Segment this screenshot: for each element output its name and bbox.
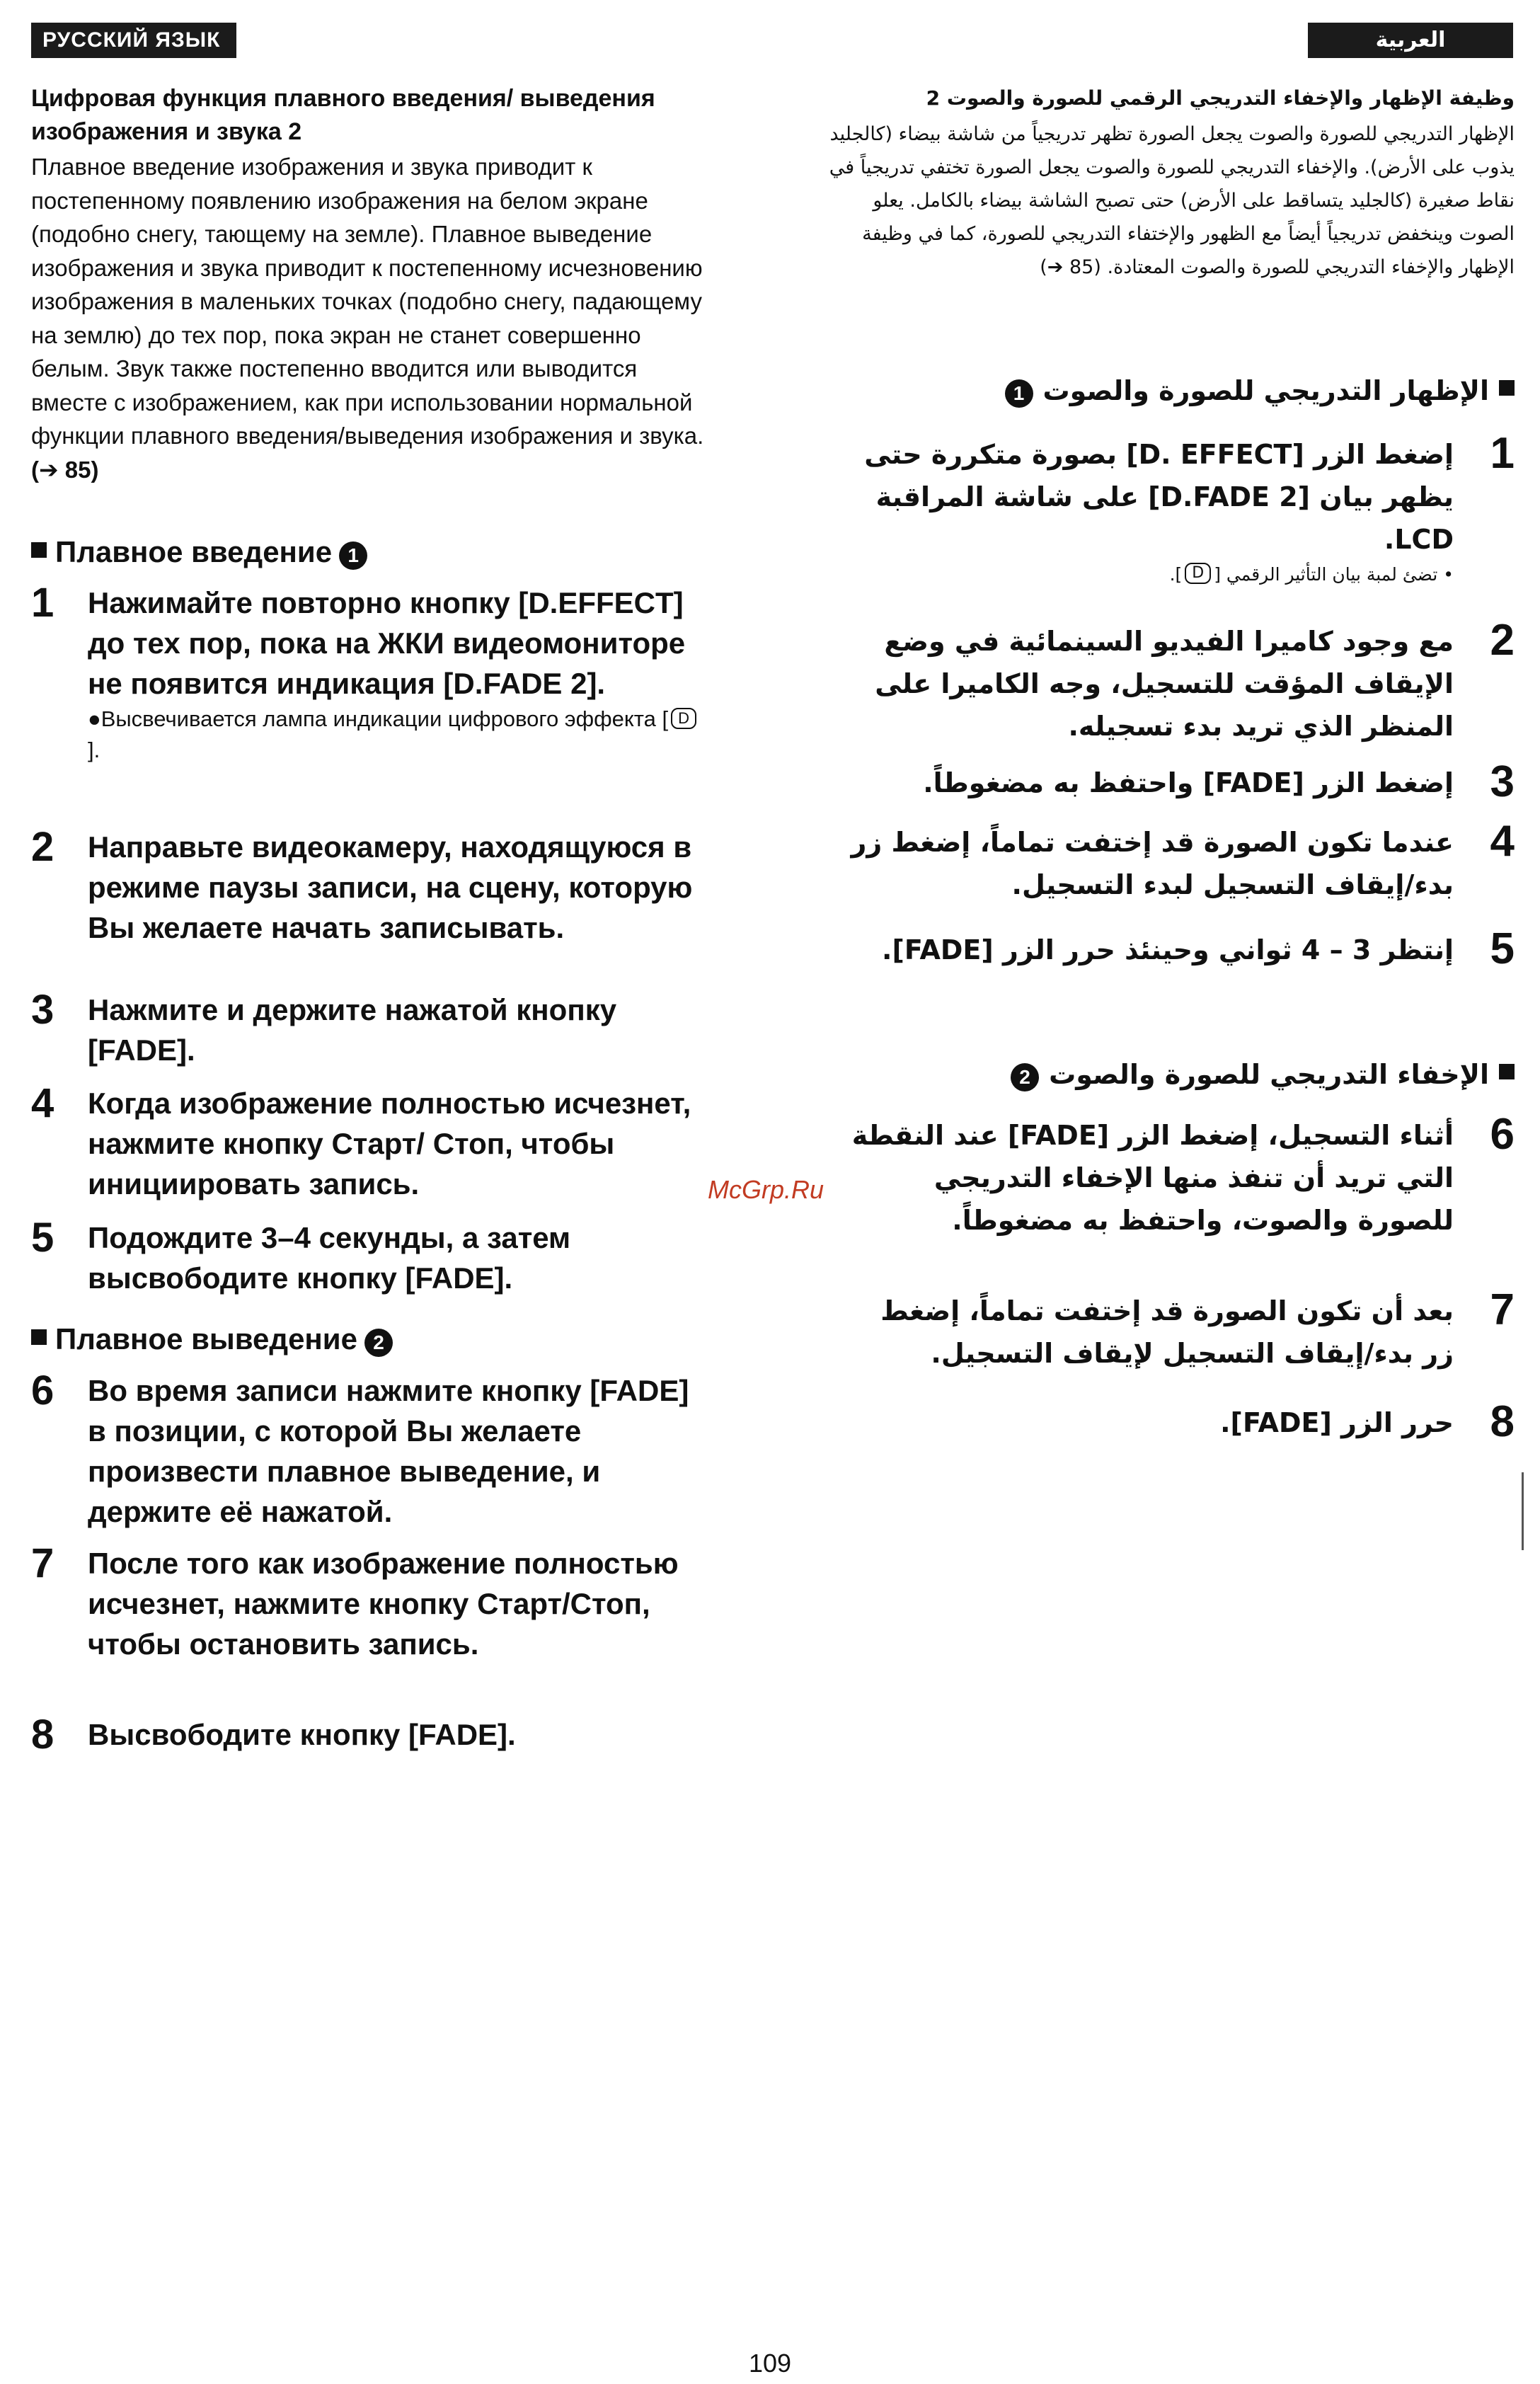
- page-reference: (➔ 85): [31, 456, 99, 483]
- fade-in-heading-text: Плавное введение: [55, 535, 333, 568]
- step-number: 6: [31, 1368, 54, 1414]
- step-number: 2: [1490, 616, 1515, 665]
- step-3: [814, 757, 1515, 806]
- step-text: حرر الزر [FADE].: [1220, 1407, 1454, 1438]
- page-reference: (85 ➔): [1040, 256, 1101, 278]
- step-text: После того как изображение полностью исчезнет, нажмите кнопку Старт/Стоп, чтобы остановить запись.: [88, 1547, 679, 1661]
- step-note: [88, 704, 711, 766]
- step-text: Нажимайте повторно кнопку [D.EFFECT] до тех пор, пока на ЖКИ видеомониторе не появится индикация [D.FADE 2].: [88, 586, 686, 700]
- step-text: Когда изображение полностью исчезнет, нажмите кнопку Старт/ Стоп, чтобы инициировать запись.: [88, 1087, 691, 1200]
- section-title: Цифровая функция плавного введения/ выведения изображения и звука 2: [31, 85, 655, 145]
- note-end: ].: [1169, 564, 1183, 585]
- step-text: أثناء التسجيل، إضغط الزر [FADE] عند النقطة التي تريد أن تنفذ منها الإخفاء التدريجي للصورة والصوت، واحتفظ به مضغوطاً.: [851, 1120, 1454, 1236]
- step-4: [814, 817, 1515, 906]
- note-end: ].: [88, 738, 100, 762]
- intro-paragraph: [814, 118, 1515, 284]
- step-number: 4: [1490, 817, 1515, 866]
- intro-paragraph: [31, 150, 711, 486]
- step-1: [31, 580, 711, 766]
- note-text: • تضئ لمبة بيان التأثير الرقمي [: [1214, 564, 1454, 585]
- digital-effect-icon: D: [671, 708, 696, 729]
- step-number: 5: [31, 1215, 54, 1261]
- step-1: [814, 429, 1515, 589]
- section-title: وظيفة الإظهار والإخفاء التدريجي الرقمي للصورة والصوت 2: [926, 86, 1515, 110]
- step-text: مع وجود كاميرا الفيديو السينمائية في وضع الإيقاف المؤقت للتسجيل، وجه الكاميرا على المنظر الذي تريد بدء تسجيله.: [875, 626, 1454, 742]
- step-5: [814, 924, 1515, 973]
- step-number: 1: [1490, 429, 1515, 478]
- step-2: [31, 824, 711, 948]
- step-8: [31, 1712, 711, 1758]
- step-7: [31, 1540, 711, 1664]
- digital-effect-icon: D: [1185, 563, 1211, 584]
- fade-out-heading: [1011, 1055, 1515, 1094]
- step-4: [31, 1080, 711, 1204]
- step-text: Подождите 3–4 секунды, а затем высвободите кнопку [FADE].: [88, 1221, 571, 1295]
- fade-out-heading: [31, 1319, 393, 1359]
- note-text: ●Высвечивается лампа индикации цифрового эффекта [: [88, 706, 669, 731]
- step-number: 8: [1490, 1397, 1515, 1446]
- step-number: 3: [1490, 757, 1515, 806]
- fade-in-heading: [31, 532, 367, 572]
- step-number: 7: [1490, 1285, 1515, 1334]
- step-text: Нажмите и держите нажатой кнопку [FADE].: [88, 993, 617, 1067]
- intro-text: Плавное введение изображения и звука приводит к постепенному появлению изображения на белом экране (подобно снегу, тающему на земле). Плавное выведение изображения и звука приводит к постепенному исчезновению изображения в маленьких точках (подобно снегу, падающему на землю) до тех пор, пока экран не станет совершенно белым. Звук также постепенно вводится или выводится вместе с изображением, как при использовании нормальной функции плавного введения/выведения изображения и звука.: [31, 154, 704, 449]
- step-number: 2: [31, 824, 54, 870]
- step-8: [814, 1397, 1515, 1446]
- step-number: 6: [1490, 1110, 1515, 1159]
- step-number: 1: [31, 580, 54, 626]
- page-number: 109: [748, 2349, 792, 2378]
- step-text: Высвободите кнопку [FADE].: [88, 1718, 516, 1751]
- step-3: [31, 987, 711, 1070]
- intro-text: الإظهار التدريجي للصورة والصوت يجعل الصورة تظهر تدريجياً من شاشة بيضاء (كالجليد يذوب على الأرض). والإخفاء التدريجي للصورة والصوت يجعل الصورة تختفي تدريجياً في نقاط صغيرة (كالجليد يتساقط على الأرض) حتى تصبح الشاشة بيضاء بالكامل. يعلو الصوت وينخفض تدريجياً أيضاً مع الظهور والإختفاء التدريجي للصورة، كما في وظيفة الإظهار والإخفاء التدريجي للصورة والصوت المعتادة.: [829, 123, 1515, 278]
- step-number: 7: [31, 1540, 54, 1586]
- step-text: إنتظر 3 – 4 ثواني وحينئذ حرر الزر [FADE].: [882, 934, 1454, 965]
- circled-number-icon: 1: [1005, 379, 1033, 408]
- language-tab-arabic: العربية: [1308, 23, 1513, 58]
- step-text: إضغط الزر [FADE] واحتفظ به مضغوطاً.: [923, 767, 1454, 798]
- square-bullet-icon: [1499, 1064, 1515, 1079]
- step-6: [31, 1370, 711, 1532]
- square-bullet-icon: [31, 542, 47, 558]
- fade-in-heading-text: الإظهار التدريجي للصورة والصوت: [1042, 375, 1489, 406]
- step-text: Во время записи нажмите кнопку [FADE] в позиции, с которой Вы желаете произвести плавное выведение, и держите её нажатой.: [88, 1374, 689, 1528]
- step-number: 8: [31, 1712, 54, 1758]
- step-text: Направьте видеокамеру, находящуюся в режиме паузы записи, на сцену, которую Вы желаете начать записывать.: [88, 830, 693, 944]
- step-text: بعد أن تكون الصورة قد إختفت تماماً، إضغط زر بدء/إيقاف التسجيل لإيقاف التسجيل.: [880, 1295, 1454, 1369]
- margin-line: [1522, 1472, 1524, 1550]
- fade-out-heading-text: الإخفاء التدريجي للصورة والصوت: [1049, 1059, 1489, 1090]
- step-6: [814, 1110, 1515, 1242]
- step-5: [31, 1217, 711, 1298]
- step-number: 5: [1490, 924, 1515, 973]
- fade-in-heading: [1005, 371, 1515, 411]
- language-tab-russian: РУССКИЙ ЯЗЫК: [31, 23, 236, 58]
- step-number: 4: [31, 1080, 54, 1126]
- square-bullet-icon: [1499, 380, 1515, 396]
- fade-out-heading-text: Плавное выведение: [55, 1322, 357, 1356]
- step-7: [814, 1285, 1515, 1375]
- circled-number-icon: 2: [364, 1329, 393, 1357]
- step-note: [814, 561, 1454, 589]
- circled-number-icon: 1: [339, 541, 367, 570]
- step-text: عندما تكون الصورة قد إختفت تماماً، إضغط زر بدء/إيقاف التسجيل لبدء التسجيل.: [851, 827, 1454, 900]
- step-2: [814, 616, 1515, 747]
- step-number: 3: [31, 987, 54, 1033]
- step-text: إضغط الزر [D. EFFECT] بصورة متكررة حتى يظهر بيان [D.FADE 2] على شاشة المراقبة LCD.: [864, 439, 1454, 555]
- square-bullet-icon: [31, 1329, 47, 1345]
- circled-number-icon: 2: [1011, 1063, 1039, 1091]
- watermark: McGrp.Ru: [708, 1175, 824, 1204]
